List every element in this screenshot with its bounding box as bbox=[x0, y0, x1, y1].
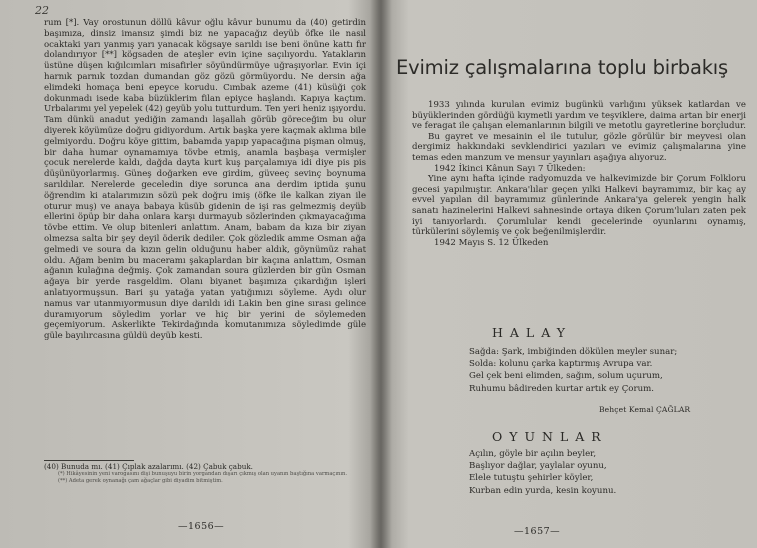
footnote-small: (**) Adeta gerek oynanağı çam ağaçlar gibi diyadim bitmiştim. bbox=[58, 478, 223, 484]
footnote-small: (*) Hikâyesinin yeni varogasını dişi bunuşuyu birin yorgandan dışarı çıkmış olan uyanın baştığına varmaçının. bbox=[58, 471, 347, 477]
paragraph: rum [*]. Vay orostunun döllü kâvur oğlu kâvur bunumu da (40) getirdin başımıza, dinsiz imansız şimdi biz ne yapacağız deyüb öfke ile nasıl ocaktaki yarı yanmış yarı yanacak kögsaye sarıldı ise beni önüne kattı fır dolandırıyor [**] kögsaden de ateşler evin içine saçılıyordu. Yatakların üstüne düşen kığılcımları misafirler söyündürmüye uğraşıyorlar. Evin içi harnık parnık tozdan dumandan göz gözü görmüyordu. Ne dersin ağa elimdeki homaça beni epeyce korudu. Cımbak azeme (41) küsüği çok dokunmadı isede kaba büzüklerim filan epiyce haşlandı. Kapıya kaçtım. Urbalarımı yel yepelek (42) geyüb yolu tutturdum. Ten yeri heniz ışıyordu. Tam dünkü anadut yediğin zamandı laşallah görüb göreceğim bu olur diyerek köyümüze doğru gidiyordum. Artık başka yere kaçmak aklıma bile gelmiyordu. Doğru köye gittim, babamda yapıp yapacağına pişman olmuş, bir daha humar oynamamıya tövbe etmiş, anamla başbaşa vermişler çocuk nerelerde kaldı, dağda dayta kurt kuş parçalamıya idi diye pis pis düşünüyorlarmış. Güneş doğarken eve girdim, güveeç sevinç boynuma sarıldılar. Nerelerde geceledin diye sorunca ana derdim iptida şunu öğrendim ki atalarımızın sözü pek doğru imiş (öfke ile kalkan ziyan ile oturur muş) ve anaya babaya küsüb gidenin de işi ras gelmezmiş deyüb ellerini öpüp bir daha onlara karşı durmayub sözlerinden çıkmayacağıma tövbe ettim. Ve olup bitenleri anlattım. Anam, babam da kıza bir ziyan olmezsa salta bir şey deyil öderik dediler. Çok gözledik amme Osman ağa gelmedi ve soura da kızın gelin olduğunu haber aldık, göynümüz rahat oldu. Ağam benim bu maceramı şakaplardan bir kaçına anlattım, Osman ağanın kulağına değmiş. Çok zamandan soura güzlerden bir gün Osman ağaya bir yerde rasgeldim. Olanı biyanet başımıza çıkardığın işleri anlatıyormuşsun. Bari şu yatağa yatan yatığımızı söyleme. Aydı olur namus var utanmıyormusun diye darıldı idi Lakin ben gine sırası gelince duramıyorum söyledim yorlar ve hiç bir yerini de söylemeden geçemiyorum. Askerlikte Tekirdağında komutanımıza söyledimde güle güle bayılırcasına güldü deyüb kesti. bbox=[44, 18, 366, 342]
footnote: (40) Bunuda mı. (41) Çıplak azalarımı. (42) Çabuk çabuk. bbox=[44, 462, 253, 471]
verse-line: Ruhumu bâdireden kurtar artık ey Çorum. bbox=[469, 383, 654, 394]
page-number-top: 22 bbox=[35, 4, 49, 17]
poem-oyunlar-verse bbox=[469, 448, 719, 497]
left-page bbox=[0, 0, 372, 548]
paragraph: Bu gayret ve mesainin el ile tutulur, gözle görülür bir meyvesi olan dergimiz hakkındaki sevklendirici yazıları ve evimiz çalışmalarına yine temas eden manzum ve mensur yayınları aşağıya alıyoruz. bbox=[412, 131, 746, 163]
left-body-text bbox=[44, 18, 366, 342]
poem-title-halay: HALAY bbox=[492, 325, 573, 340]
book-gutter bbox=[370, 0, 392, 548]
verse-line: Gel çek beni elimden, sağım, solum uçurum, bbox=[469, 371, 663, 382]
source-date-line: 1942 İkinci Kânun Sayı 7 Ülkeden: bbox=[434, 163, 586, 174]
verse-line: Açılın, göyle bir açılın beyler, bbox=[469, 449, 597, 459]
right-page bbox=[392, 0, 757, 548]
paragraph: Yine aynı hafta içinde radyomuzda ve halkevimizde bir Çorum Folkloru gecesi yapılmıştır. Ankara'lılar geçen yılki Halkevi bayramımız, bir kaç ay evvel yapılan dil bayramımız günlerinde Ankara'ya gelerek yengin halk sanatı hazinelerini Halkevi sahnesinde ortaya diken Çorum'luları zaten pek iyi tanıyorlardı. Çorumlular kendi gecelerinde oyunlarını oynamış, türkülerini söylemiş ve çok beğenilmişlerdir. bbox=[412, 174, 746, 238]
verse-line: Sağda: Şark, imbiğinden dökülen meyler sunar; bbox=[469, 347, 678, 357]
poem-halay-verse bbox=[469, 346, 719, 395]
article-title: Evimiz çalışmalarına toplu birbakış bbox=[396, 56, 728, 79]
poem-author: Behçet Kemal ÇAĞLAR bbox=[599, 405, 691, 414]
verse-line: Elele tutuştu şehirler köyler, bbox=[469, 473, 594, 484]
footnote-rule bbox=[44, 460, 134, 461]
paragraph: 1933 yılında kurulan evimiz bugünkü varlığını yüksek katlardan ve büyüklerinden gördüğü kıymetli yardım ve teşviklere, daima artan bir enerji ve feragat ile çalışan elemanlarının bilgili ve metotlu gayretlerine borçludur. bbox=[412, 100, 746, 132]
verse-line: Başlıyor dağlar, yaylalar oyunu, bbox=[469, 461, 607, 472]
page-number-bottom: —1656— bbox=[178, 521, 225, 532]
source-date-line: 1942 Mayıs S. 12 Ülkeden bbox=[434, 237, 549, 248]
page-number-bottom: —1657— bbox=[514, 526, 561, 537]
verse-line: Solda: kolunu çarka kaptırmış Avrupa var. bbox=[469, 359, 653, 370]
footnotes bbox=[44, 459, 366, 485]
right-body-text bbox=[412, 100, 746, 248]
poem-title-oyunlar: OYUNLAR bbox=[492, 429, 608, 444]
verse-line: Kurban edin yurda, kesin koyunu. bbox=[469, 485, 617, 496]
